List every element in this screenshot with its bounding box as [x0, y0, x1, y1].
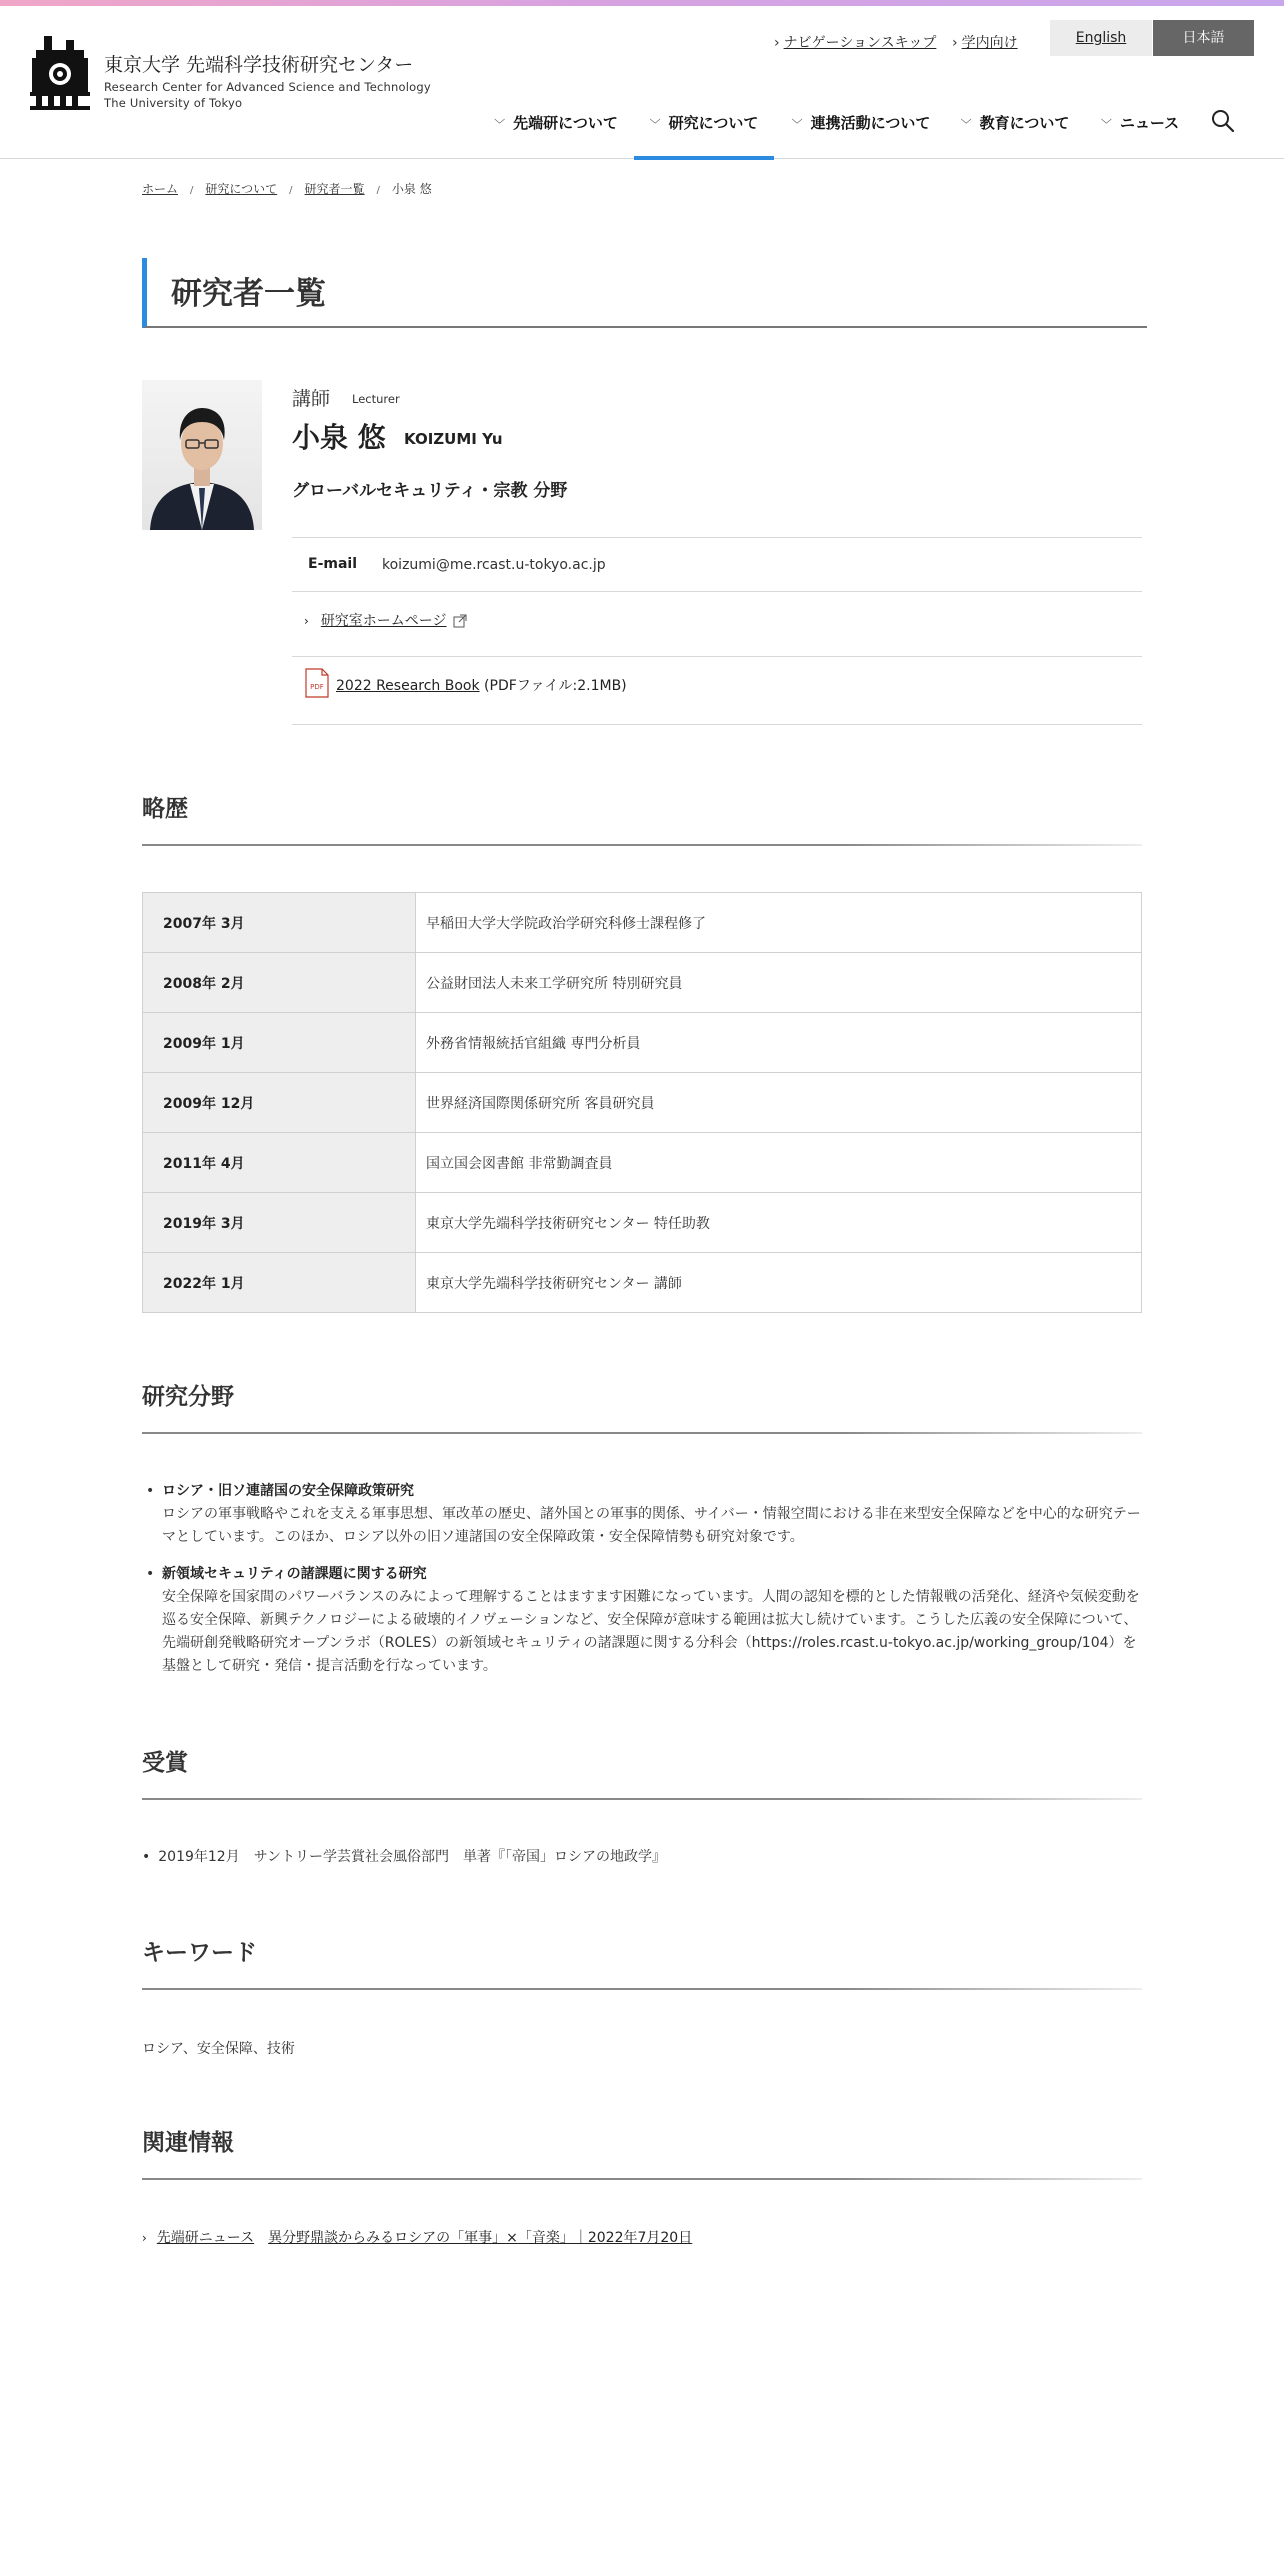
section-heading-awards: 受賞: [142, 1744, 1142, 1800]
table-row: 2009年 12月 世界経済国際関係研究所 客員研究員: [143, 1073, 1142, 1133]
section-heading-related: 関連情報: [142, 2124, 1142, 2180]
page-title: 研究者一覧: [142, 258, 1147, 328]
site-logo[interactable]: [30, 36, 430, 112]
chevron-down-icon: ﹀: [791, 118, 803, 131]
logo-title-jp: 東京大学 先端科学技術研究センター: [104, 54, 414, 76]
breadcrumb-home[interactable]: ホーム: [142, 182, 179, 196]
chevron-down-icon: ﹀: [494, 118, 506, 131]
table-row: 2008年 2月 公益財団法人未来工学研究所 特別研究員: [143, 953, 1142, 1013]
internal-link[interactable]: › 学内向け: [952, 35, 1018, 51]
nav-about[interactable]: ﹀ 先端研について: [494, 114, 618, 132]
section-heading-fields: 研究分野: [142, 1378, 1142, 1434]
nav-research[interactable]: ﹀ 研究について: [634, 104, 774, 158]
breadcrumb-separator: /: [289, 185, 293, 196]
email-value: koizumi@me.rcast.u-tokyo.ac.jp: [382, 557, 606, 573]
svg-text:PDF: PDF: [310, 683, 324, 691]
research-field-title: グローバルセキュリティ・宗教 分野: [292, 481, 568, 501]
chevron-right-icon: ›: [774, 35, 780, 51]
email-label: E-mail: [308, 556, 358, 572]
rcast-emblem-icon: [30, 36, 90, 110]
researcher-photo: [142, 380, 262, 530]
logo-university-en: The University of Tokyo: [104, 96, 243, 110]
table-row: 2009年 1月 外務省情報統括官組織 専門分析員: [143, 1013, 1142, 1073]
chevron-right-icon: ›: [304, 614, 309, 628]
table-row: 2022年 1月 東京大学先端科学技術研究センター 講師: [143, 1253, 1142, 1313]
skip-navigation-link[interactable]: › ナビゲーションスキップ: [774, 35, 937, 51]
table-row: 2019年 3月 東京大学先端科学技術研究センター 特任助教: [143, 1193, 1142, 1253]
breadcrumb-separator: /: [190, 185, 194, 196]
nav-news[interactable]: ﹀ ニュース: [1100, 114, 1180, 132]
researcher-name-jp: 小泉 悠: [292, 421, 386, 454]
table-row: 2007年 3月 早稲田大学大学院政治学研究科修士課程修了: [143, 893, 1142, 953]
site-header: [0, 6, 1284, 159]
nav-collaboration[interactable]: ﹀ 連携活動について: [791, 114, 931, 132]
section-heading-history: 略歴: [142, 790, 1142, 846]
chevron-right-icon: ›: [952, 35, 958, 51]
divider: [292, 537, 1142, 538]
researcher-name-en: KOIZUMI Yu: [404, 430, 503, 448]
keywords-text: ロシア、安全保障、技術: [142, 2041, 295, 2057]
award-item: • 2019年12月 サントリー学芸賞社会風俗部門 単著『「帝国」ロシアの地政学』: [142, 1849, 667, 1865]
divider: [292, 724, 1142, 725]
position-jp: 講師: [292, 388, 331, 410]
logo-title-en: Research Center for Advanced Science and Technology: [104, 80, 431, 94]
external-link-icon: [453, 614, 467, 628]
chevron-right-icon: ›: [142, 2231, 147, 2245]
portrait-image: [142, 380, 262, 530]
chevron-down-icon: ﹀: [960, 118, 972, 131]
lab-homepage-link[interactable]: › 研究室ホームページ: [304, 610, 467, 630]
history-table: [142, 892, 1142, 1313]
divider: [292, 656, 1142, 657]
list-item: • ロシア・旧ソ連諸国の安全保障政策研究 ロシアの軍事戦略やこれを支える軍事思想、軍改革の歴史、諸外国との軍事的関係、サイバー・情報空間における非在来型安全保障などを中心的な研究テーマとしています。このほか、ロシア以外の旧ソ連諸国の安全保障政策・安全保障情勢も研究対象です。: [142, 1480, 1142, 1549]
research-fields-list: [142, 1480, 1142, 1692]
breadcrumb-separator: /: [376, 185, 380, 196]
pdf-file-icon: [304, 668, 330, 698]
lang-english-button[interactable]: English: [1050, 20, 1152, 56]
breadcrumb-research[interactable]: 研究について: [205, 182, 278, 196]
chevron-down-icon: ﹀: [1100, 118, 1112, 131]
nav-education[interactable]: ﹀ 教育について: [960, 114, 1070, 132]
breadcrumb-researchers[interactable]: 研究者一覧: [304, 182, 365, 196]
position-en: Lecturer: [352, 392, 400, 406]
search-icon[interactable]: [1210, 108, 1236, 134]
breadcrumb-current: 小泉 悠: [391, 182, 432, 196]
divider: [292, 591, 1142, 592]
list-item: • 新領域セキュリティの諸課題に関する研究 安全保障を国家間のパワーバランスのみによって理解することはますます困難になっています。人間の認知を標的とした情報戦の活発化、経済や気候変動を巡る安全保障、新興テクノロジーによる破壊的イノヴェーションなど、安全保障が意味する範囲は拡大し続けています。こうした広義の安全保障について、先端研創発戦略研究オープンラボ（ROLES）の新領域セキュリティの諸課題に関する分科会（https://roles.rcast.u-tokyo.ac.jp/working_group/104）を基盤として研究・発信・提言活動を行なっています。: [142, 1563, 1142, 1678]
table-row: 2011年 4月 国立国会図書館 非常勤調査員: [143, 1133, 1142, 1193]
section-heading-keywords: キーワード: [142, 1934, 1142, 1990]
related-news-link[interactable]: › 先端研ニュース 異分野鼎談からみるロシアの「軍事」×「音楽」｜2022年7月20日: [142, 2230, 693, 2246]
chevron-down-icon: ﹀: [649, 118, 661, 131]
lang-japanese-button[interactable]: 日本語: [1153, 20, 1254, 56]
breadcrumb: [142, 180, 432, 197]
